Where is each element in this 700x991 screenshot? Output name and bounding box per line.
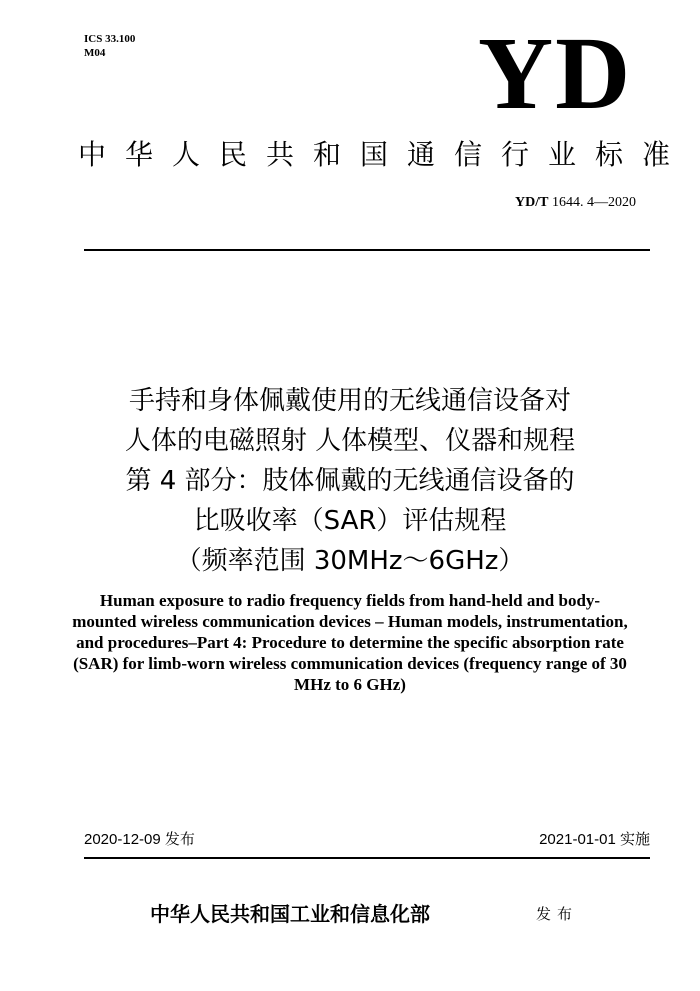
ics-code: ICS 33.100: [84, 33, 136, 45]
footer-divider: [84, 857, 650, 859]
publisher-name: 中华人民共和国工业和信息化部: [150, 902, 430, 926]
chinese-title-line: 比吸收率（SAR）评估规程: [193, 506, 507, 536]
publish-label: 发布: [536, 905, 579, 923]
classification-codes: [84, 32, 135, 60]
implementation-date: 2021-01-01 实施: [539, 831, 650, 848]
standard-category-title: 中华人民共和国通信行业标准: [78, 138, 690, 171]
issue-date: 2020-12-09 发布: [84, 831, 195, 848]
standard-number-value: 1644. 4—2020: [552, 195, 636, 210]
chinese-title-line: 第 4 部分：肢体佩戴的无线通信设备的: [125, 466, 575, 496]
yd-logo: YD: [478, 16, 633, 131]
chinese-title: [60, 381, 640, 581]
ccs-code: M04: [84, 47, 106, 59]
chinese-title-line: （频率范围 30MHz～6GHz）: [175, 546, 525, 576]
chinese-title-line: 手持和身体佩戴使用的无线通信设备对: [128, 386, 571, 416]
standard-number-prefix: YD/T: [515, 195, 549, 210]
standard-number: [400, 194, 636, 212]
header-divider: [84, 249, 650, 251]
english-title: Human exposure to radio frequency fields from hand-held and body-mounted wireless communication devices – Human models, instrumentation, and procedures–Part 4: Procedure to determine the specific absorption rate (SAR) for limb-worn wireless communication devices (frequency range of 30 MHz to 6 GHz): [72, 591, 628, 694]
chinese-title-line: 人体的电磁照射 人体模型、仪器和规程: [124, 426, 576, 456]
